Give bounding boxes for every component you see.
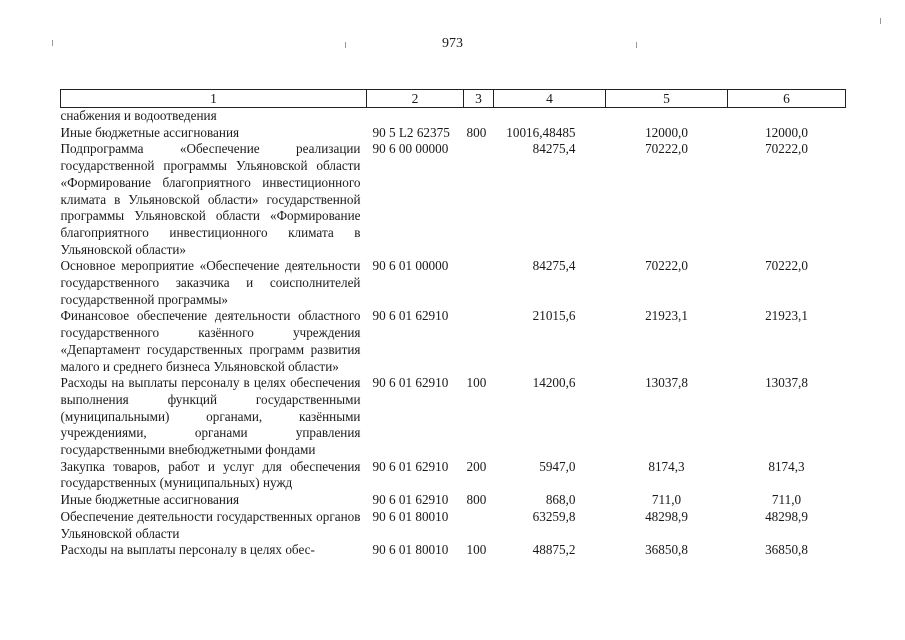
row-code: 90 6 01 80010 bbox=[372, 508, 449, 524]
row-type: 100 bbox=[466, 375, 487, 391]
row-code: 90 6 00 00000 bbox=[372, 141, 449, 157]
row-value-6: 12000,0 bbox=[765, 124, 808, 140]
table-row bbox=[61, 492, 846, 509]
table-row bbox=[61, 258, 846, 308]
table-row bbox=[61, 308, 846, 375]
row-value-4 bbox=[494, 108, 606, 125]
row-description: Подпрограмма «Обеспечение реализации государственной программы Ульяновской области «Формирование благоприятного инвестиционного климата в Ульяновской области» государственной программы Ульяновской области «Формирование благоприятного инвестиционного климата в Ульяновской области» bbox=[60, 141, 361, 257]
row-description: Расходы на выплаты персоналу в целях обеспечения выполнения функций государственными (муниципальными) органами, казёнными учреждениями, органами управления государственными внебюджетными фондами bbox=[60, 375, 361, 458]
budget-table bbox=[60, 89, 846, 559]
row-value-6: 36850,8 bbox=[765, 542, 808, 558]
table-row bbox=[61, 125, 846, 142]
row-value-6: 48298,9 bbox=[765, 508, 808, 524]
row-value-5: 36850,8 bbox=[645, 542, 688, 558]
table-row bbox=[61, 459, 846, 492]
row-value-6: 8174,3 bbox=[768, 458, 805, 474]
row-code: 90 5 L2 62375 bbox=[372, 124, 450, 140]
scan-speck bbox=[880, 18, 881, 24]
column-header: 4 bbox=[494, 90, 606, 108]
row-code: 90 6 01 62910 bbox=[372, 458, 449, 474]
row-value-5: 711,0 bbox=[651, 492, 682, 508]
column-header: 6 bbox=[728, 90, 846, 108]
row-value-5: 13037,8 bbox=[645, 375, 688, 391]
row-value-5: 8174,3 bbox=[648, 458, 685, 474]
row-type bbox=[464, 509, 494, 542]
row-type: 100 bbox=[466, 542, 487, 558]
row-value-5: 12000,0 bbox=[645, 124, 688, 140]
column-header: 3 bbox=[464, 90, 494, 108]
row-description: Расходы на выплаты персоналу в целях обес- bbox=[60, 542, 315, 558]
row-code: 90 6 01 62910 bbox=[372, 492, 449, 508]
row-code: 90 6 01 00000 bbox=[372, 258, 449, 274]
row-description: Обеспечение деятельности государственных органов Ульяновской области bbox=[60, 508, 361, 541]
row-value-4: 14200,6 bbox=[532, 375, 576, 391]
row-value-4: 84275,4 bbox=[532, 258, 576, 274]
row-type bbox=[464, 308, 494, 375]
column-header: 1 bbox=[61, 90, 367, 108]
row-code bbox=[367, 108, 464, 125]
row-value-6: 70222,0 bbox=[765, 258, 808, 274]
row-code: 90 6 01 62910 bbox=[372, 375, 449, 391]
table-row bbox=[61, 375, 846, 459]
row-value-4: 84275,4 bbox=[532, 141, 576, 157]
row-value-6 bbox=[728, 108, 846, 125]
row-value-5 bbox=[606, 108, 728, 125]
row-description: Иные бюджетные ассигнования bbox=[60, 492, 240, 508]
row-description: Иные бюджетные ассигнования bbox=[60, 124, 240, 140]
table-row bbox=[61, 542, 846, 559]
row-type: 200 bbox=[466, 458, 487, 474]
row-description: Основное мероприятие «Обеспечение деятельности государственного заказчика и соисполнителей государственной программы» bbox=[60, 258, 361, 307]
row-code: 90 6 01 80010 bbox=[372, 542, 449, 558]
row-type bbox=[464, 141, 494, 258]
row-type: 800 bbox=[466, 492, 487, 508]
row-description: Финансовое обеспечение деятельности областного государственного казённого учреждения «Департамент государственных программ развития малого и среднего бизнеса Ульяновской области» bbox=[60, 308, 361, 374]
scan-speck bbox=[636, 42, 637, 48]
row-value-6: 70222,0 bbox=[765, 141, 808, 157]
row-value-4: 10016,48485 bbox=[506, 124, 576, 140]
row-value-4: 21015,6 bbox=[532, 308, 576, 324]
row-value-5: 70222,0 bbox=[645, 258, 688, 274]
row-value-5: 48298,9 bbox=[645, 508, 688, 524]
row-type bbox=[464, 258, 494, 308]
row-value-6: 21923,1 bbox=[765, 308, 808, 324]
column-header: 5 bbox=[606, 90, 728, 108]
header-row bbox=[61, 90, 846, 108]
table-row bbox=[61, 141, 846, 258]
table-row bbox=[61, 108, 846, 125]
row-value-6: 711,0 bbox=[771, 492, 802, 508]
row-value-5: 21923,1 bbox=[645, 308, 688, 324]
row-value-6: 13037,8 bbox=[765, 375, 808, 391]
row-value-4: 48875,2 bbox=[532, 542, 576, 558]
row-value-5: 70222,0 bbox=[645, 141, 688, 157]
row-type bbox=[464, 108, 494, 125]
row-value-4: 5947,0 bbox=[539, 458, 576, 474]
page-number: 973 bbox=[442, 36, 463, 51]
table-row bbox=[61, 509, 846, 542]
scan-speck bbox=[345, 42, 346, 48]
row-value-4: 63259,8 bbox=[532, 508, 576, 524]
row-type: 800 bbox=[466, 124, 487, 140]
row-description: снабжения и водоотведения bbox=[60, 108, 217, 123]
row-description: Закупка товаров, работ и услуг для обеспечения государственных (муниципальных) нужд bbox=[60, 458, 361, 491]
row-value-4: 868,0 bbox=[545, 492, 576, 508]
column-header: 2 bbox=[367, 90, 464, 108]
row-code: 90 6 01 62910 bbox=[372, 308, 449, 324]
scan-speck bbox=[52, 40, 53, 46]
